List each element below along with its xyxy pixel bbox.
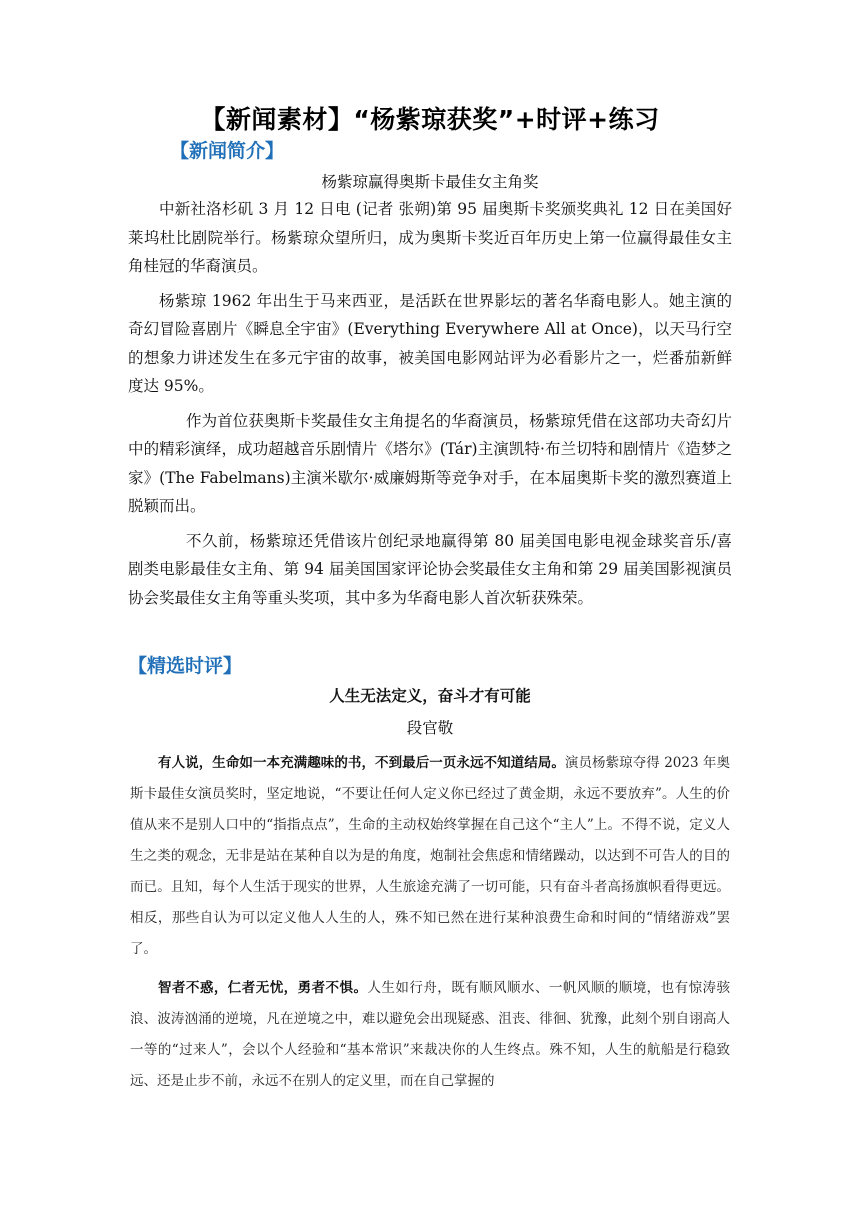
commentary-paragraph xyxy=(130,748,730,965)
news-body xyxy=(128,195,732,618)
document-title: 【新闻素材】“杨紫琼获奖”+时评+练习 xyxy=(200,105,660,134)
news-paragraph: 中新社洛杉矶 3 月 12 日电 (记者 张朔)第 95 届奥斯卡奖颁奖典礼 12 日在美国好莱坞杜比剧院举行。杨紫琼众望所归，成为奥斯卡奖近百年历史上第一位赢得最佳女主角桂冠的华裔演员。 xyxy=(128,200,732,275)
commentary-body xyxy=(130,748,730,1105)
commentary-title: 人生无法定义，奋斗才有可能 xyxy=(329,687,531,705)
commentary-lead-sentence: 有人说，生命如一本充满趣味的书，不到最后一页永远不知道结局。 xyxy=(158,755,565,771)
commentary-text: 人生如行舟，既有顺风顺水、一帆风顺的顺境，也有惊涛骇浪、波涛汹涌的逆境，凡在逆境之中，难以避免会出现疑惑、沮丧、徘徊、犹豫，此刻个别自诩高人一等的“过来人”，会以个人经验和“基本常识”来裁决你的人生终点。殊不知，人生的航船是行稳致远、还是止步不前，永远不在别人的定义里，而在自己掌握的 xyxy=(130,980,730,1089)
commentary-section-heading: 【精选时评】 xyxy=(128,655,243,677)
commentary-lead-sentence: 智者不惑，仁者无忧，勇者不惧。 xyxy=(158,980,368,996)
commentary-author: 段官敬 xyxy=(406,719,454,737)
commentary-paragraph xyxy=(130,973,730,1097)
commentary-text: 演员杨紫琼夺得 2023 年奥斯卡最佳女演员奖时，坚定地说，“不要让任何人定义你已经过了黄金期，永远不要放弃”。人生的价值从来不是别人口中的“指指点点”，生命的主动权始终掌握在自己这个“主人”上。不得不说，定义人生之类的观念，无非是站在某种自以为是的角度，炮制社会焦虑和情绪躁动，以达到不可告人的目的而已。且知，每个人生活于现实的世界，人生旅途充满了一切可能，只有奋斗者高扬旗帜看得更远。相反，那些自认为可以定义他人人生的人，殊不知已然在进行某种浪费生命和时间的“情绪游戏”罢了。 xyxy=(130,755,730,957)
news-section-heading: 【新闻简介】 xyxy=(170,140,285,162)
news-paragraph: 杨紫琼 1962 年出生于马来西亚，是活跃在世界影坛的著名华裔电影人。她主演的奇幻冒险喜剧片《瞬息全宇宙》(Everything Everywhere All at Once)，以天马行空的想象力讲述发生在多元宇宙的故事，被美国电影网站评为必看影片之一，烂番茄新鲜度达 95%。 xyxy=(128,291,732,395)
news-paragraph: 不久前，杨紫琼还凭借该片创纪录地赢得第 80 届美国电影电视金球奖音乐/喜剧类电影最佳女主角、第 94 届美国国家评论协会奖最佳女主角和第 29 届美国影视演员协会奖最佳女主角等重头奖项，其中多为华裔电影人首次斩获殊荣。 xyxy=(128,531,732,607)
news-subtitle: 杨紫琼赢得奥斯卡最佳女主角奖 xyxy=(321,173,539,191)
news-paragraph: 作为首位获奥斯卡奖最佳女主角提名的华裔演员，杨紫琼凭借在这部功夫奇幻片中的精彩演绎，成功超越音乐剧情片《塔尔》(Tár)主演凯特·布兰切特和剧情片《造梦之家》(The Fabelmans)主演米歇尔·威廉姆斯等竞争对手，在本届奥斯卡奖的激烈赛道上脱颖而出。 xyxy=(128,411,732,515)
